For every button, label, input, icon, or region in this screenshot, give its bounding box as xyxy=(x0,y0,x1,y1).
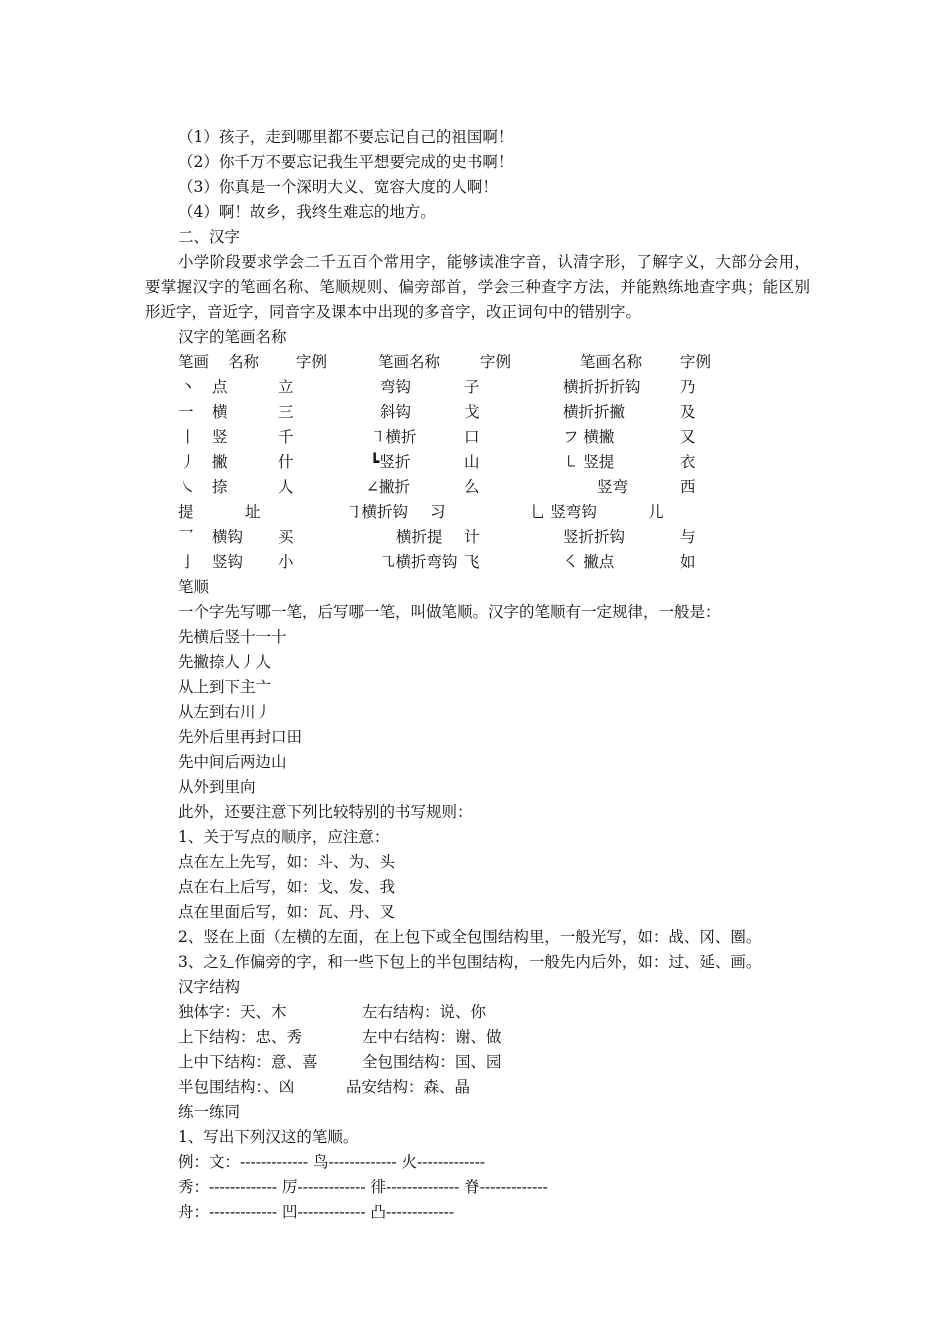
table-cell: 西 xyxy=(680,478,696,496)
special-rule: 点在左上先写，如：斗、为、头 xyxy=(178,853,396,871)
table-cell: 丿 xyxy=(180,453,196,471)
table-cell: 横钩 xyxy=(212,528,244,546)
intro-paragraph: 小学阶段要求学会二千五百个常用字，能够读准字音，认清字形，了解字义，大部分会用，要掌握汉字的笔画名称、笔顺规则、偏旁部首，学会三种查字方法，并能熟练地查字典；能区别形近字，音近字，同音字及课本中出现的多音字，改正词句中的错别字。 xyxy=(145,253,810,321)
structure-item: 品安结构：森、晶 xyxy=(346,1078,471,1096)
special-rule: 点在里面后写，如：瓦、丹、叉 xyxy=(178,903,396,921)
table-cell: 子 xyxy=(464,378,480,396)
table-cell: 丶 xyxy=(180,378,196,396)
table-cell: 竖弯 xyxy=(597,478,629,496)
special-intro: 此外，还要注意下列比较特别的书写规则： xyxy=(178,803,473,821)
structure-item: 上下结构：忠、秀 xyxy=(178,1028,303,1046)
table-cell: ㇏ xyxy=(180,478,196,496)
table-cell: 横折折撇 xyxy=(563,403,626,421)
table-cell: ㇆横折钩 xyxy=(346,503,409,521)
table-cell: 撇 xyxy=(212,453,228,471)
table-cell: 儿 xyxy=(648,503,664,521)
strokes-title: 汉字的笔画名称 xyxy=(178,328,287,346)
stroke-order-rule: 从上到下主亠 xyxy=(178,678,272,696)
table-cell: 斜钩 xyxy=(380,403,412,421)
table-cell: 乛 xyxy=(178,528,194,546)
stroke-order-intro: 一个字先写哪一笔，后写哪一笔，叫做笔顺。汉字的笔顺有一定规律，一般是： xyxy=(178,603,721,621)
table-cell: 么 xyxy=(464,478,480,496)
table-cell: 计 xyxy=(464,528,480,546)
table-cell: 千 xyxy=(278,428,294,446)
table-cell: 横折提 xyxy=(396,528,443,546)
table-header: 字例 xyxy=(296,353,328,371)
table-cell: 又 xyxy=(680,428,696,446)
table-cell: 与 xyxy=(680,528,696,546)
exclamation-line-3: （3）你真是一个深明大义、宽容大度的人啊！ xyxy=(178,178,498,196)
stroke-order-title: 笔顺 xyxy=(178,578,210,596)
special-rule: 1、关于写点的顺序，应注意： xyxy=(178,828,390,846)
structure-item: 左中右结构：谢、做 xyxy=(362,1028,502,1046)
table-cell: 山 xyxy=(464,453,480,471)
table-cell: 戈 xyxy=(464,403,480,421)
table-cell: 竖钩 xyxy=(212,553,244,571)
stroke-order-rule: 先外后里再封口田 xyxy=(178,728,303,746)
table-header: 名称 xyxy=(228,353,260,371)
structure-item: 左右结构：说、你 xyxy=(362,1003,487,1021)
table-cell: 横折折折钩 xyxy=(563,378,641,396)
section-title: 二、汉字 xyxy=(178,228,241,246)
table-cell: 什 xyxy=(278,453,294,471)
special-rule: 点在右上后写，如：戈、发、我 xyxy=(178,878,396,896)
structure-item: 上中下结构：意、喜 xyxy=(178,1053,318,1071)
structure-item: 独体字：天、木 xyxy=(178,1003,287,1021)
structure-item: 全包围结构：国、园 xyxy=(362,1053,502,1071)
table-cell: フ 横撇 xyxy=(563,428,615,446)
special-rule: 2、竖在上面（左横的左面，在上包下或全包围结构里，一般光写，如：战、冈、圈。 xyxy=(178,928,762,946)
stroke-order-rule: 先横后竖十一十 xyxy=(178,628,287,646)
table-header: 笔画 xyxy=(178,353,210,371)
table-cell: 竖 xyxy=(212,428,228,446)
table-header: 字例 xyxy=(480,353,512,371)
table-cell: ㇛ 撇点 xyxy=(563,553,615,571)
table-cell: 立 xyxy=(278,378,294,396)
table-cell: 衣 xyxy=(680,453,696,471)
practice-line: 秀：------------- 厉------------- 徘-------------- 脊------------- xyxy=(178,1178,548,1196)
table-header: 笔画名称 xyxy=(378,353,441,371)
exclamation-line-4: （4）啊！故乡，我终生难忘的地方。 xyxy=(178,203,436,221)
table-header: 字例 xyxy=(680,353,712,371)
table-cell: ㇕横折 xyxy=(370,428,417,446)
table-cell: 一 xyxy=(178,403,194,421)
stroke-order-rule: 先撇捺人丿人 xyxy=(178,653,272,671)
table-cell: 竖折折钩 xyxy=(563,528,626,546)
table-cell: ∠撇折 xyxy=(366,478,410,496)
table-cell: 如 xyxy=(680,553,696,571)
table-cell: 捺 xyxy=(212,478,228,496)
table-cell: 及 xyxy=(680,403,696,421)
practice-title: 练一练同 xyxy=(178,1103,241,1121)
table-cell: 址 xyxy=(245,503,261,521)
exclamation-line-2: （2）你千万不要忘记我生平想要完成的史书啊！ xyxy=(178,153,514,171)
table-cell: 横 xyxy=(212,403,228,421)
table-cell: 口 xyxy=(464,428,480,446)
table-cell: 人 xyxy=(278,478,294,496)
practice-line: 例：文：------------- 鸟------------- 火------------- xyxy=(178,1153,486,1171)
table-cell: 点 xyxy=(212,378,228,396)
table-cell: 提 xyxy=(178,503,194,521)
table-cell: 飞 xyxy=(464,553,480,571)
table-cell: ㇈横折弯钩 xyxy=(380,553,458,571)
table-cell: 丨 xyxy=(180,428,196,446)
exclamation-line-1: （1）孩子，走到哪里都不要忘记自己的祖国啊！ xyxy=(178,128,514,146)
table-cell: 乃 xyxy=(680,378,696,396)
structure-title: 汉字结构 xyxy=(178,978,241,996)
table-header: 笔画名称 xyxy=(580,353,643,371)
table-cell: 乚 竖弯钩 xyxy=(530,503,597,521)
table-cell: ㇄ 竖提 xyxy=(563,453,615,471)
stroke-order-rule: 从外到里向 xyxy=(178,778,256,796)
table-cell: 买 xyxy=(278,528,294,546)
special-rule: 3、之廴作偏旁的字，和一些下包上的半包围结构，一般先内后外，如：过、延、画。 xyxy=(178,953,762,971)
practice-question: 1、写出下列汉这的笔顺。 xyxy=(178,1128,359,1146)
table-cell: 三 xyxy=(278,403,294,421)
table-cell: 习 xyxy=(430,503,446,521)
table-cell: 小 xyxy=(278,553,294,571)
stroke-order-rule: 从左到右川丿 xyxy=(178,703,272,721)
table-cell: 弯钩 xyxy=(380,378,412,396)
table-cell: 亅 xyxy=(180,553,196,571)
structure-item: 半包围结构：、凶 xyxy=(178,1078,295,1096)
table-cell: ┗竖折 xyxy=(370,453,411,471)
stroke-order-rule: 先中间后两边山 xyxy=(178,753,287,771)
practice-line: 舟：------------- 凹------------- 凸------------- xyxy=(178,1203,455,1221)
